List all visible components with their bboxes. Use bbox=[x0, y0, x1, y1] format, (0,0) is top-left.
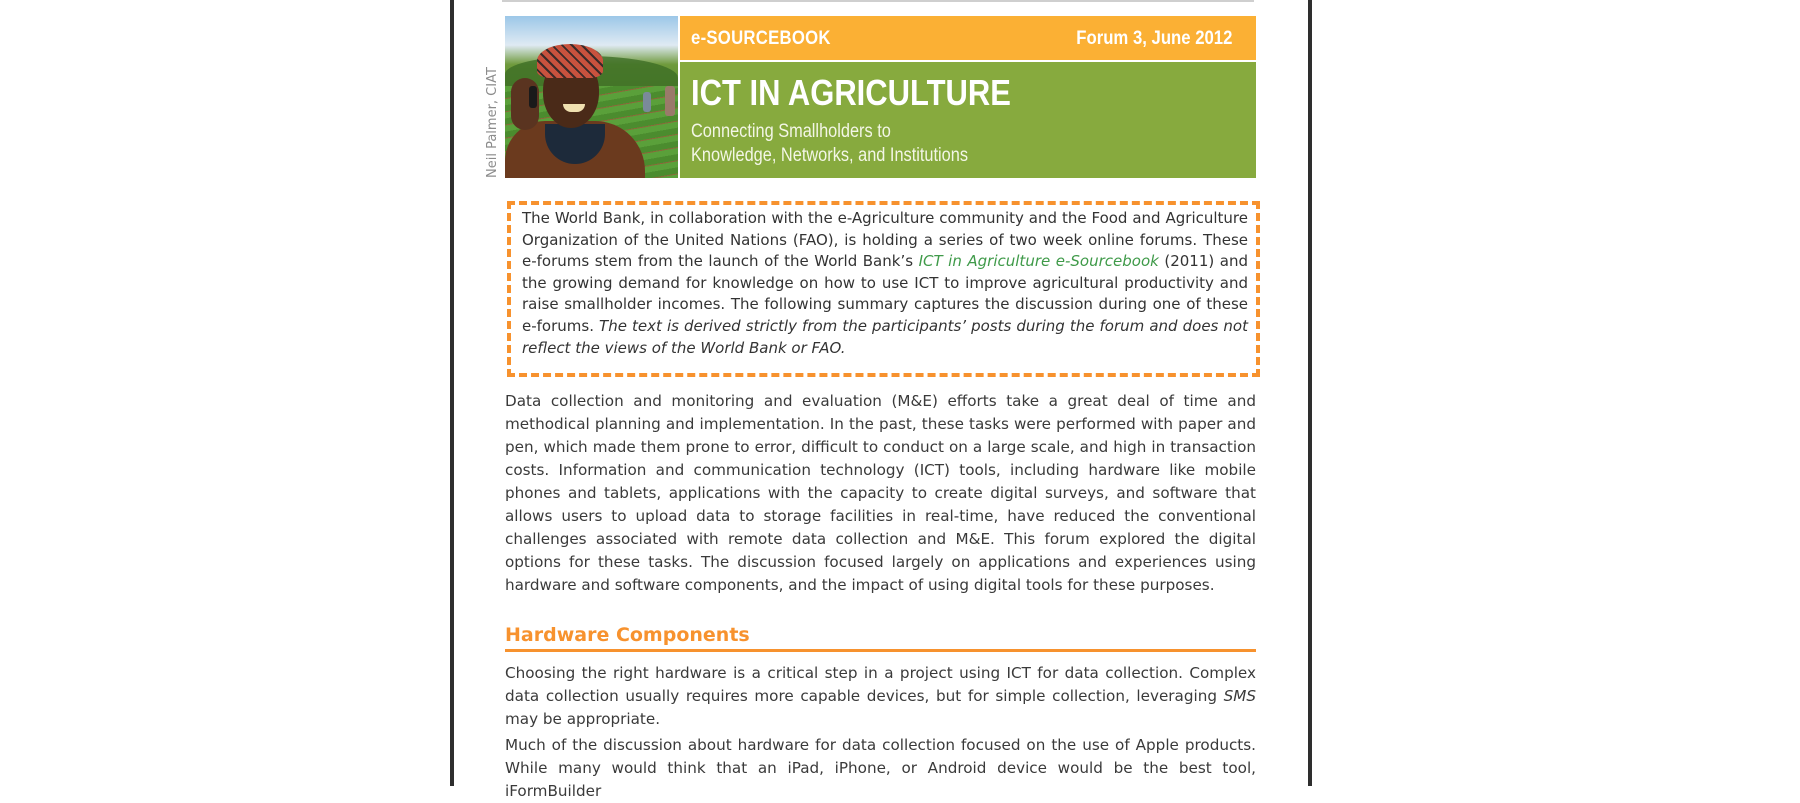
document-subtitle bbox=[691, 120, 968, 168]
photo-headscarf bbox=[537, 44, 603, 78]
section-divider bbox=[505, 649, 1256, 652]
body-paragraph: Data collection and monitoring and evaluation (M&E) efforts take a great deal of time and methodical planning and implementation. In the past, these tasks were performed with paper and pen, which made them prone to error, difficult to conduct on a large scale, and high in transaction costs. Information and communication technology (ICT) tools, including hardware like mobile phones and tablets, applications with the capacity to create digital surveys, and software that allows users to upload data to storage facilities in real-time, have reduced the conventional challenges associated with remote data collection and M&E. This forum explored the digital options for these tasks. The discussion focused largely on applications and experiences using hardware and software components, and the impact of using digital tools for these purposes. bbox=[505, 392, 1256, 594]
photo-worker bbox=[665, 86, 675, 116]
photo-worker bbox=[643, 92, 651, 112]
banner-title-block bbox=[680, 62, 1256, 178]
sourcebook-link[interactable]: ICT in Agriculture e-Sourcebook bbox=[918, 252, 1159, 271]
intro-text-part: (2011) and the growing demand for knowledge on how to use ICT to improve agricultural productivity and raise smallholder incomes. The following summary captures the discussion during one of these e-forums. bbox=[522, 252, 1248, 335]
header-photo bbox=[505, 16, 678, 178]
intro-disclaimer: The text is derived strictly from the participants’ posts during the forum and does not reflect the views of the World Bank or FAO. bbox=[522, 316, 1248, 357]
page-top-rule bbox=[502, 0, 1254, 2]
banner-top-bar bbox=[680, 16, 1256, 60]
photo-credit: Neil Palmer, CIAT bbox=[485, 67, 500, 178]
subtitle-line-1: Connecting Smallholders to bbox=[691, 121, 891, 142]
section-heading: Hardware Components bbox=[505, 624, 750, 646]
section-paragraph-part: may be appropriate. bbox=[505, 710, 661, 728]
section-paragraph: Much of the discussion about hardware for data collection focused on the use of Apple products. While many would think that an iPad, iPhone, or Android device would be the best tool, iFormBuilder bbox=[505, 736, 1256, 800]
issue-label: Forum 3, June 2012 bbox=[1075, 28, 1232, 49]
intro-text-part: The World Bank, in collaboration with the e-Agriculture community and the Food and Agriculture Organization of the United Nations (FAO), is holding a series of two week online forums. These e-forums stem from the launch of the World Bank’s bbox=[522, 209, 1248, 271]
section-paragraph bbox=[505, 662, 1256, 731]
document-title: ICT IN AGRICULTURE bbox=[691, 72, 1011, 113]
sms-term: SMS bbox=[1223, 687, 1256, 705]
subtitle-line-2: Knowledge, Networks, and Institutions bbox=[691, 145, 969, 166]
intro-text bbox=[522, 208, 1248, 359]
section-paragraph-part: Choosing the right hardware is a critical step in a project using ICT for data collection. Complex data collection usually requires more capable devices, but for simple collection, leveraging bbox=[505, 664, 1256, 705]
series-label: e-SOURCEBOOK bbox=[691, 28, 831, 49]
mobile-phone-icon bbox=[529, 86, 537, 108]
